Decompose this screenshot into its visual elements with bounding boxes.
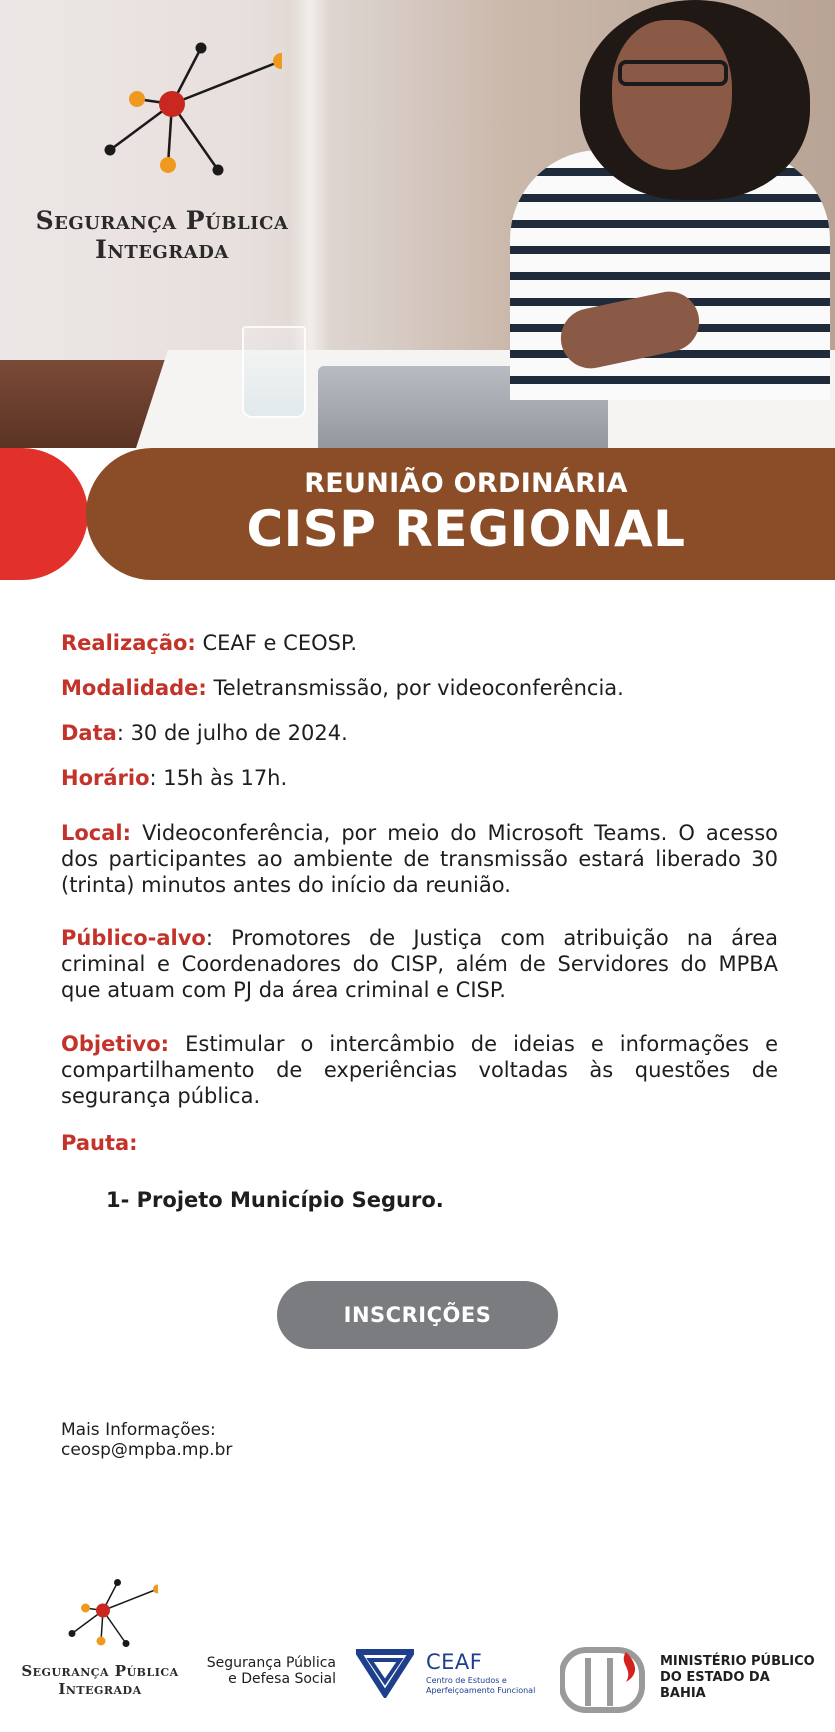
footer-logo-line-2: Integrada: [58, 1680, 142, 1698]
local-label: Local:: [61, 821, 132, 845]
field-modalidade: [61, 675, 778, 701]
field-horario: [61, 765, 778, 791]
red-disc-decoration: [0, 448, 88, 580]
ceaf-description: [426, 1676, 535, 1696]
modalidade-label: Modalidade:: [61, 676, 207, 700]
pauta-label: Pauta:: [61, 1131, 138, 1155]
objetivo-label: Objetivo:: [61, 1032, 170, 1056]
water-glass: [242, 326, 306, 418]
pauta-item: 1- Projeto Município Seguro.: [106, 1188, 444, 1212]
field-objetivo: [61, 1031, 778, 1109]
realizacao-value: CEAF e CEOSP.: [195, 631, 358, 655]
footer-logo-line-1: Segurança Pública: [21, 1662, 179, 1680]
mp-emblem-icon: [560, 1644, 650, 1714]
realizacao-label: Realização:: [61, 631, 196, 655]
field-realizacao: [61, 630, 778, 656]
ceaf-name: CEAF: [426, 1650, 483, 1674]
network-logo-icon: [62, 38, 282, 188]
mp-line-1: MINISTÉRIO PÚBLICO: [660, 1654, 815, 1669]
contact-email[interactable]: ceosp@mpba.mp.br: [61, 1440, 233, 1460]
hero-photo: [0, 0, 835, 448]
field-data: [61, 720, 778, 746]
inscricoes-button[interactable]: INSCRIÇÕES: [277, 1281, 558, 1349]
objetivo-value: Estimular o intercâmbio de ideias e informações e compartilhamento de experiências voltadas às questões de segurança pública.: [61, 1032, 778, 1108]
mpba-logo: [560, 1644, 820, 1714]
title-banner: [86, 448, 835, 580]
field-pauta: [61, 1130, 778, 1156]
field-local: [61, 820, 778, 898]
logo-line-2: Integrada: [95, 235, 229, 264]
data-value: : 30 de julho de 2024.: [116, 721, 348, 745]
footer-seguranca-logo: [20, 1570, 180, 1700]
publico-label: Público-alvo: [61, 926, 206, 950]
modalidade-value: Teletransmissão, por videoconferência.: [206, 676, 624, 700]
logo-line-1: Segurança Pública: [35, 206, 289, 235]
mp-line-2: DO ESTADO DA BAHIA: [660, 1670, 770, 1701]
footer-network-logo-icon: [48, 1570, 158, 1660]
seguranca-publica-logo: [22, 38, 302, 268]
field-publico-alvo: [61, 925, 778, 1003]
sp-defesa-social-logo: [196, 1655, 336, 1687]
ceaf-emblem-icon: [356, 1648, 414, 1698]
sp-defesa-line-2: e Defesa Social: [228, 1671, 336, 1687]
ceaf-desc-line-2: Aperfeiçoamento Funcional: [426, 1686, 536, 1695]
data-label: Data: [61, 721, 117, 745]
horario-label: Horário: [61, 766, 150, 790]
horario-value: : 15h às 17h.: [149, 766, 288, 790]
banner-title: CISP REGIONAL: [246, 500, 686, 558]
sp-defesa-line-1: Segurança Pública: [206, 1655, 336, 1671]
more-info-label: Mais Informações:: [61, 1420, 216, 1440]
local-value: Videoconferência, por meio do Microsoft Teams. O acesso dos participantes ao ambiente de transmissão estará liberado 30 (trinta) minutos antes do início da reunião.: [61, 821, 778, 897]
mp-name: [660, 1654, 820, 1702]
person-illustration: [500, 0, 835, 400]
more-info: [61, 1420, 232, 1460]
banner-subtitle: REUNIÃO ORDINÁRIA: [304, 468, 628, 499]
publico-value: : Promotores de Justiça com atribuição na área criminal e Coordenadores do CISP, além de Servidores do MPBA que atuam com PJ da área criminal e CISP.: [61, 926, 778, 1002]
ceaf-desc-line-1: Centro de Estudos e: [426, 1676, 507, 1685]
ceaf-logo: [356, 1648, 546, 1704]
